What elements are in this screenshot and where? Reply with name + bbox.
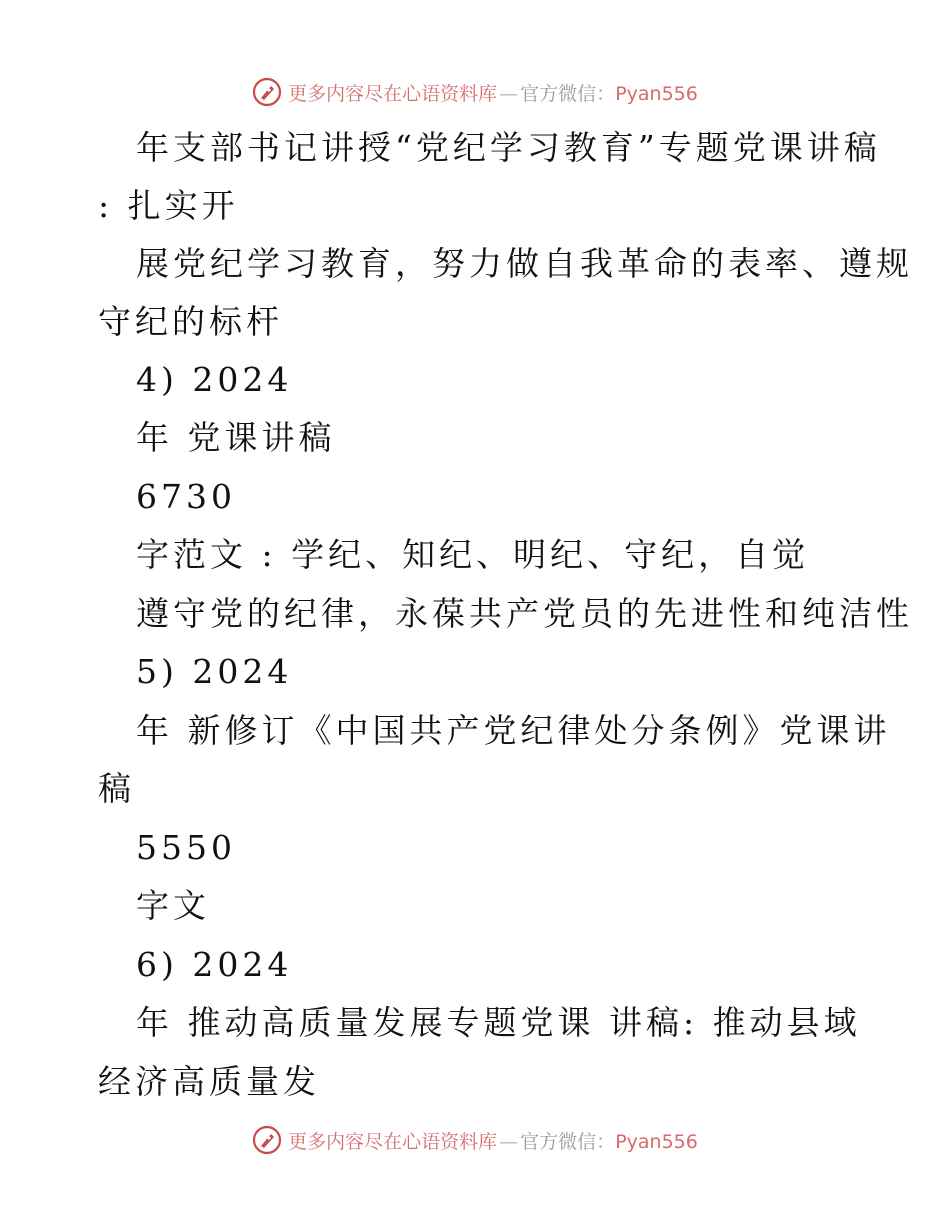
- text-line: 5550: [136, 828, 236, 867]
- text-line: 年 新修订《中国共产党纪律处分条例》党课讲: [136, 711, 891, 750]
- text-line: 字文: [136, 886, 210, 925]
- pen-nib-seal-icon: [252, 1125, 282, 1155]
- watermark-separator: —: [499, 1130, 519, 1153]
- text-line: 6) 2024: [136, 945, 293, 984]
- watermark-separator: —: [499, 82, 519, 105]
- text-line: 遵守党的纪律，永葆共产党员的先进性和纯洁性: [136, 594, 913, 633]
- text-line: 经济高质量发: [98, 1062, 320, 1101]
- text-line: 年 党课讲稿: [136, 418, 336, 457]
- text-line: 年 推动高质量发展专题党课 讲稿: 推动县域: [136, 1003, 861, 1042]
- text-line: : 扎实开: [98, 186, 239, 225]
- header-watermark: [0, 72, 950, 112]
- watermark-prefix: 更多内容尽在心语资料库: [288, 1130, 498, 1153]
- watermark-account: Pyan556: [615, 1130, 698, 1153]
- watermark-prefix: 更多内容尽在心语资料库: [288, 82, 498, 105]
- watermark-official: 官方微信：: [520, 82, 616, 105]
- text-line: 4) 2024: [136, 360, 293, 399]
- watermark-text: [288, 1127, 698, 1154]
- watermark-account: Pyan556: [615, 82, 698, 105]
- watermark-text: [288, 79, 698, 106]
- text-line: 稿: [98, 769, 135, 808]
- pen-nib-seal-icon: [252, 77, 282, 107]
- text-line: 年支部书记讲授“党纪学习教育”专题党课讲稿: [136, 128, 881, 167]
- watermark-official: 官方微信：: [520, 1130, 616, 1153]
- text-line: 展党纪学习教育，努力做自我革命的表率、遵规: [136, 244, 913, 283]
- footer-watermark: [0, 1120, 950, 1160]
- text-line: 5) 2024: [136, 652, 293, 691]
- text-line: 守纪的标杆: [98, 302, 283, 341]
- text-line: 6730: [136, 477, 236, 516]
- text-line: 字范文 : 学纪、知纪、明纪、守纪，自觉: [136, 535, 810, 574]
